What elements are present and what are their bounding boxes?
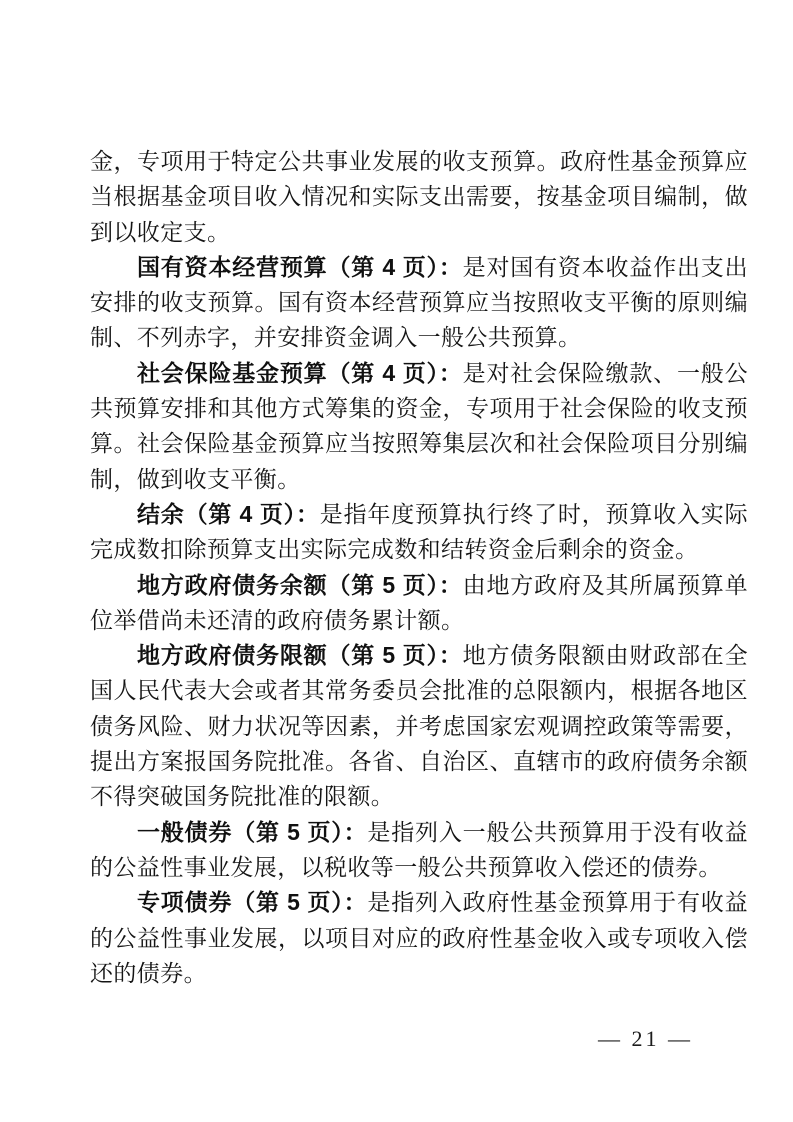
term-label: 一般债券（第 5 页）：: [137, 818, 368, 845]
paragraph: [90, 144, 748, 250]
paragraph: [90, 638, 748, 814]
paragraph-text: 地方债务限额由财政部在全国人民代表大会或者其常务委员会批准的总限额内，根据各地区债务风险、财力状况等因素，并考虑国家宏观调控政策等需要，提出方案报国务院批准。各省、自治区、直辖市的政府债务余额不得突破国务院批准的限额。: [90, 643, 748, 810]
term-label: 结余（第 4 页）：: [137, 500, 320, 527]
paragraph-text: 是指列入政府性基金预算用于有收益的公益性事业发展，以项目对应的政府性基金收入或专项收入偿还的债券。: [90, 890, 749, 986]
paragraph-text: 是指列入一般公共预算用于没有收益的公益性事业发展，以税收等一般公共预算收入偿还的债券。: [90, 819, 749, 880]
term-label: 地方政府债务限额（第 5 页）：: [137, 642, 463, 669]
term-label: 专项债券（第 5 页）：: [137, 889, 368, 916]
paragraph-text: 由地方政府及其所属预算单位举借尚未还清的政府债务累计额。: [90, 572, 748, 633]
paragraph: [90, 497, 748, 568]
paragraph-text: 是对国有资本收益作出支出安排的收支预算。国有资本经营预算应当按照收支平衡的原则编制、不列赤字，并安排资金调入一般公共预算。: [90, 254, 748, 351]
paragraph-text: 是对社会保险缴款、一般公共预算安排和其他方式筹集的资金，专项用于社会保险的收支预算。社会保险基金预算应当按照筹集层次和社会保险项目分别编制，做到收支平衡。: [90, 360, 748, 492]
paragraph: [90, 568, 748, 639]
term-label: 地方政府债务余额（第 5 页）：: [137, 571, 463, 598]
paragraph-text: 金，专项用于特定公共事业发展的收支预算。政府性基金预算应当根据基金项目收入情况和实际支出需要，按基金项目编制，做到以收定支。: [90, 149, 748, 245]
page-content: [90, 144, 748, 991]
term-label: 社会保险基金预算（第 4 页）：: [137, 359, 463, 386]
paragraph-text: 是指年度预算执行终了时，预算收入实际完成数扣除预算支出实际完成数和结转资金后剩余的资金。: [90, 501, 749, 563]
paragraph: [90, 250, 748, 356]
page-footer: [0, 1026, 793, 1066]
page-number: — 21 —: [598, 1026, 693, 1051]
paragraph: [90, 356, 748, 497]
paragraph: [90, 885, 748, 991]
term-label: 国有资本经营预算（第 4 页）：: [137, 253, 463, 280]
paragraph: [90, 815, 748, 886]
